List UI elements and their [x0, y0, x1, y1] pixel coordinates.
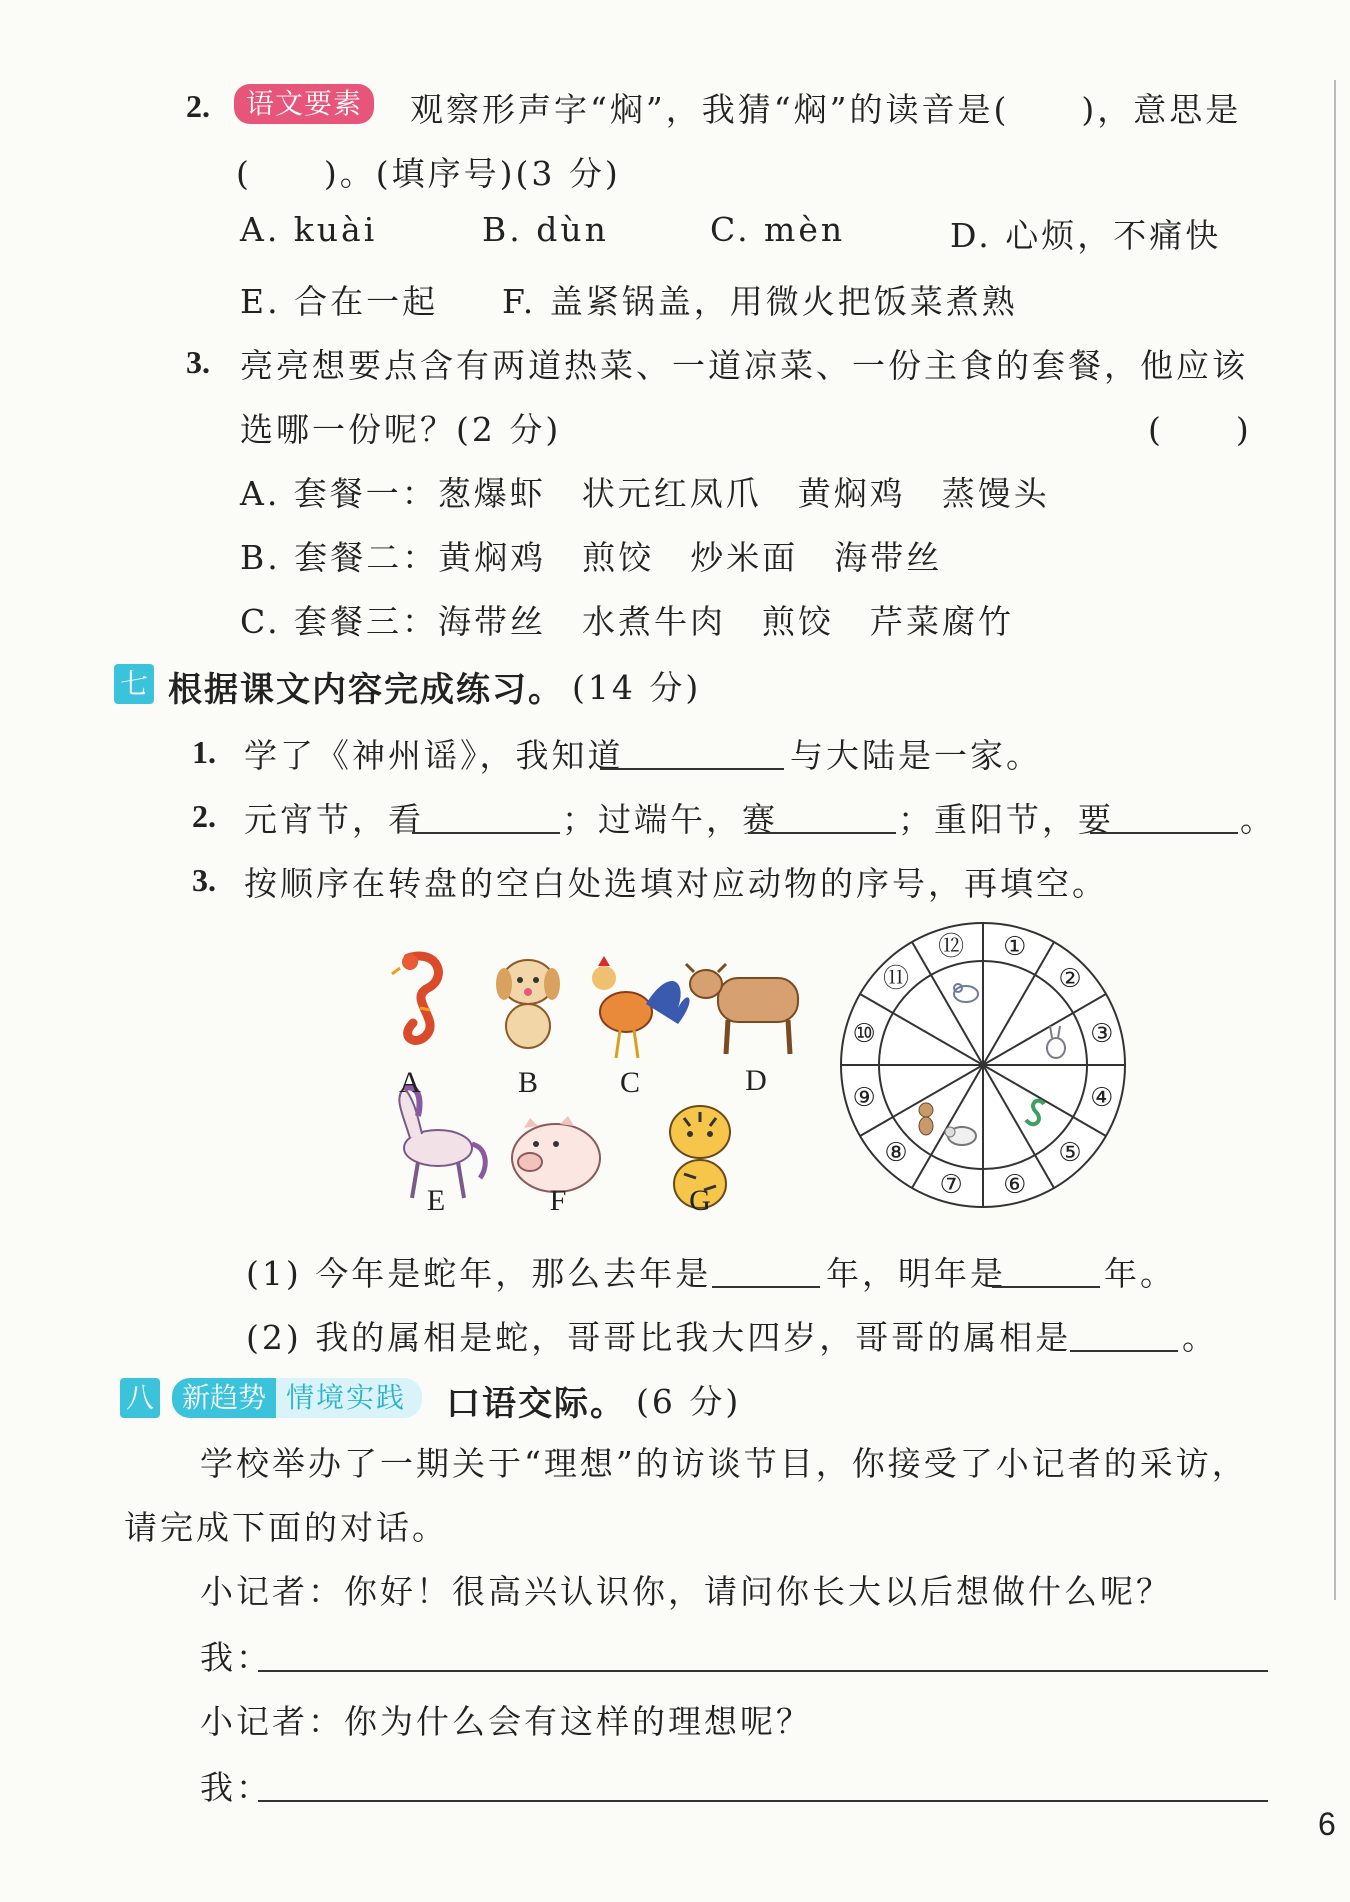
section-score: (14 分) — [572, 668, 702, 707]
question-text: 。 — [1240, 800, 1276, 839]
tag-label: 语文要素 — [234, 84, 374, 124]
question-text-cont: 选哪一份呢？(2 分) — [240, 410, 562, 449]
animal-label: D — [745, 1064, 767, 1097]
question-text: 观察形声字“焖”，我猜“焖”的读音是( )，意思是 — [410, 90, 1242, 129]
trend-tag-label: 新趋势 — [172, 1378, 276, 1418]
animal-label: G — [689, 1184, 711, 1217]
question-number: 2. — [186, 88, 210, 124]
question-text: 学了《神州谣》，我知道 — [244, 736, 624, 775]
answer-blank[interactable] — [1090, 832, 1238, 834]
question-text: 。 — [1182, 1318, 1218, 1357]
page-number: 6 — [1318, 1806, 1336, 1842]
question-text: ；过端午，赛 — [562, 800, 778, 839]
animal-label: E — [426, 1184, 446, 1217]
question-number: 2. — [192, 798, 216, 834]
answer-blank[interactable] — [412, 832, 560, 834]
paragraph: 学校举办了一期关于“理想”的访谈节目，你接受了小记者的采访， — [200, 1444, 1248, 1483]
dialogue-line: 小记者：你好！很高兴认识你，请问你长大以后想做什么呢？ — [200, 1572, 1172, 1611]
answer-paren[interactable]: ( ) — [1148, 410, 1252, 449]
section-score: (6 分) — [636, 1382, 742, 1421]
question-text: 元宵节，看 — [244, 800, 424, 839]
dragon-icon — [392, 954, 438, 1040]
option: C. 套餐三：海带丝 水煮牛肉 煎饺 芹菜腐竹 — [240, 602, 1015, 641]
wheel-number: ⑤ — [1058, 1137, 1082, 1168]
wheel-number: ⑧ — [884, 1137, 908, 1168]
wheel-number: ③ — [1090, 1019, 1114, 1050]
answer-blank[interactable] — [712, 1286, 820, 1288]
pig-icon — [512, 1116, 600, 1192]
wheel-number: ⑦ — [939, 1169, 963, 1200]
paragraph: 请完成下面的对话。 — [124, 1508, 448, 1547]
answer-line[interactable] — [258, 1670, 1268, 1672]
option: B. 套餐二：黄焖鸡 煎饺 炒米面 海带丝 — [240, 538, 943, 577]
question-text: 年。 — [1104, 1254, 1176, 1293]
wheel-number: ⑪ — [883, 964, 910, 995]
question-text: (1) 今年是蛇年，那么去年是 — [246, 1254, 712, 1293]
context-tag-label: 情境实践 — [276, 1378, 422, 1418]
ox-icon — [686, 964, 798, 1054]
option: C. mèn — [710, 210, 846, 249]
dialogue-line: 小记者：你为什么会有这样的理想呢？ — [200, 1702, 812, 1741]
wheel-number: ⑨ — [852, 1082, 876, 1113]
answer-blank[interactable] — [1070, 1350, 1178, 1352]
zodiac-wheel — [838, 920, 1128, 1210]
section-title: 根据课文内容完成练习。 — [168, 670, 564, 710]
option: E. 合在一起 — [240, 282, 439, 321]
question-text: ；重阳节，要 — [898, 800, 1114, 839]
option: D. 心烦，不痛快 — [950, 216, 1222, 255]
dog-icon — [496, 960, 560, 1048]
animal-label: A — [399, 1066, 421, 1099]
answer-line[interactable] — [258, 1800, 1268, 1802]
wheel-number: ① — [1003, 932, 1027, 963]
zodiac-wheel-svg — [838, 920, 1128, 1210]
animal-label: C — [619, 1066, 640, 1099]
question-number: 1. — [192, 734, 216, 770]
option: F. 盖紧锅盖，用微火把饭菜煮熟 — [502, 282, 1018, 321]
option: A. kuài — [240, 210, 378, 249]
question-text-cont: ( )。(填序号)(3 分) — [236, 154, 621, 193]
wheel-number: ⑩ — [852, 1019, 876, 1050]
wheel-number: ② — [1058, 964, 1082, 995]
option: A. 套餐一：葱爆虾 状元红凤爪 黄焖鸡 蒸馒头 — [240, 474, 1050, 513]
question-number: 3. — [192, 862, 216, 898]
animal-gallery — [388, 948, 828, 1218]
literacy-tag — [234, 84, 374, 124]
answer-blank[interactable] — [992, 1286, 1100, 1288]
dialogue-speaker: 我： — [200, 1768, 272, 1807]
question-text: (2) 我的属相是蛇，哥哥比我大四岁，哥哥的属相是 — [246, 1318, 1072, 1357]
dialogue-speaker: 我： — [200, 1638, 272, 1677]
monkey-icon — [919, 1103, 933, 1135]
section-badge-label: 八 — [120, 1378, 160, 1418]
wheel-number: ④ — [1090, 1082, 1114, 1113]
answer-blank[interactable] — [748, 832, 896, 834]
question-text: 按顺序在转盘的空白处选填对应动物的序号，再填空。 — [244, 864, 1108, 903]
question-number: 3. — [186, 344, 210, 380]
section-badge-label: 七 — [114, 664, 154, 704]
section-title: 口语交际。 — [446, 1384, 626, 1424]
answer-blank[interactable] — [600, 768, 784, 770]
question-text: 年，明年是 — [826, 1254, 1006, 1293]
page-edge-rule — [1334, 80, 1336, 1600]
animal-label: F — [549, 1184, 567, 1217]
section-badge — [114, 664, 154, 704]
animal-label: B — [517, 1066, 538, 1099]
rooster-icon — [592, 956, 690, 1058]
question-text: 亮亮想要点含有两道热菜、一道凉菜、一份主食的套餐，他应该 — [240, 346, 1248, 385]
wheel-number: ⑥ — [1003, 1169, 1027, 1200]
wheel-number: ⑫ — [938, 932, 965, 963]
option: B. dùn — [482, 210, 609, 249]
question-text: 与大陆是一家。 — [790, 736, 1042, 775]
horse-icon — [399, 1087, 485, 1198]
trend-tag — [172, 1378, 422, 1418]
section-badge — [120, 1378, 160, 1418]
